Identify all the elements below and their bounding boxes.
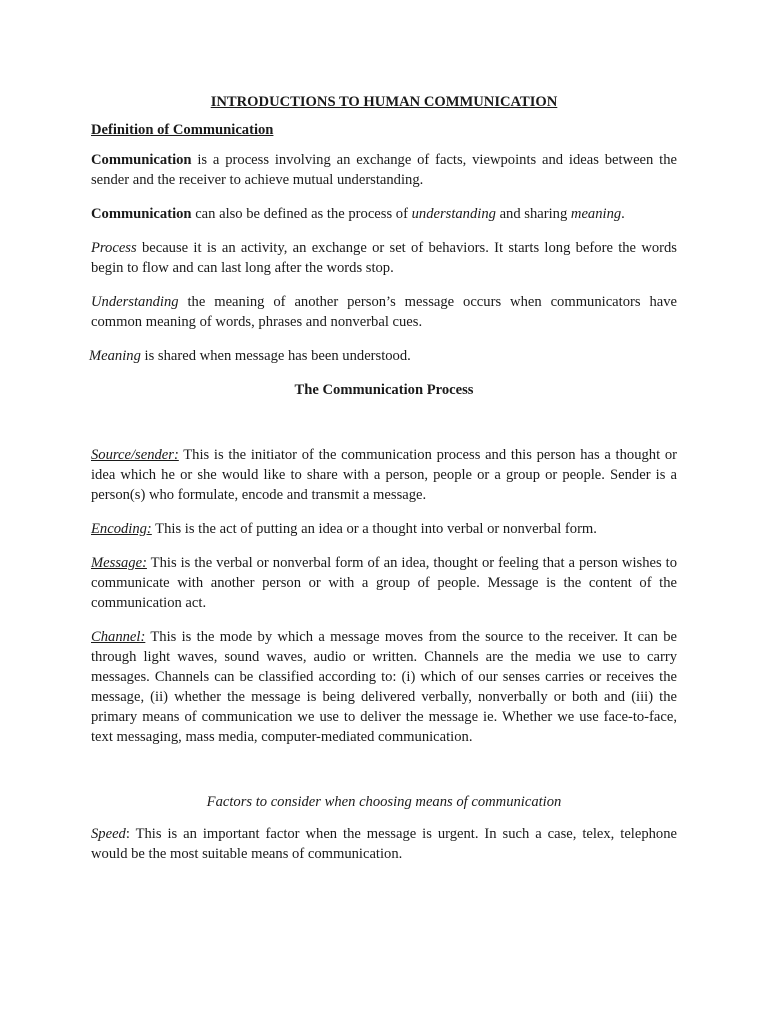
paragraph-meaning — [89, 346, 677, 366]
term-communication: Communication — [91, 152, 192, 168]
paragraph-source-sender — [91, 445, 677, 505]
paragraph-text: This is the mode by which a message moves from the source to the receiver. It can be through light waves, sound waves, audio or written. Channels are the media we use to carry messages. Channels can be classified according to: (i) which of our senses carries or receives the message, (ii) whether the message is being delivered verbally, nonverbally or both and (iii) the primary means of communication we use to deliver the message ie. Whether we use face-to-face, text messaging, mass media, computer-mediated communication. — [91, 629, 677, 745]
paragraph-understanding — [91, 292, 677, 332]
paragraph-text: . — [621, 206, 625, 222]
paragraph-speed — [91, 824, 677, 864]
document-title: INTRODUCTIONS TO HUMAN COMMUNICATION — [210, 94, 558, 110]
paragraph-text: and sharing — [495, 206, 571, 222]
paragraph-text: This is the verbal or nonverbal form of an idea, thought or feeling that a person wishes to communicate with another person or with a group of people. Message is the content of the communication act. — [91, 555, 677, 611]
term-source-sender: Source/sender: — [91, 447, 179, 463]
term-speed: Speed — [91, 826, 126, 842]
term-message: Message: — [91, 555, 147, 571]
factors-heading: Factors to consider when choosing means of communication — [206, 794, 562, 810]
paragraph-text: is shared when message has been understood. — [140, 348, 411, 364]
emphasis-understanding: understanding — [411, 206, 496, 222]
term-channel: Channel: — [91, 629, 146, 645]
definition-heading: Definition of Communication — [91, 122, 274, 138]
paragraph-text: the meaning of another person’s message occurs when communicators have common meaning of words, phrases and nonverbal cues. — [91, 294, 677, 330]
document-page — [91, 92, 677, 878]
paragraph-channel — [91, 627, 677, 747]
paragraph-text: is a process involving an exchange of facts, viewpoints and ideas between the sender and the receiver to achieve mutual understanding. — [91, 152, 677, 188]
paragraph-text: because it is an activity, an exchange or set of behaviors. It starts long before the words begin to flow and can last long after the words stop. — [91, 240, 677, 276]
term-meaning: Meaning — [89, 348, 141, 364]
term-encoding: Encoding: — [91, 521, 152, 537]
emphasis-meaning: meaning — [570, 206, 622, 222]
paragraph-encoding — [91, 519, 677, 539]
term-process: Process — [91, 240, 137, 256]
process-heading: The Communication Process — [294, 382, 474, 398]
term-understanding: Understanding — [91, 294, 179, 310]
paragraph-text: This is the act of putting an idea or a thought into verbal or nonverbal form. — [151, 521, 597, 537]
term-communication: Communication — [91, 206, 192, 222]
paragraph-message — [91, 553, 677, 613]
paragraph-communication-definition — [91, 150, 677, 190]
paragraph-text: can also be defined as the process of — [191, 206, 412, 222]
paragraph-text: : This is an important factor when the message is urgent. In such a case, telex, telephone would be the most suitable means of communication. — [91, 826, 677, 862]
paragraph-text: This is the initiator of the communication process and this person has a thought or idea which he or she would like to share with a person, people or a group or people. Sender is a person(s) who formulate, encode and transmit a message. — [91, 447, 677, 503]
paragraph-process — [91, 238, 677, 278]
paragraph-communication-alt-definition — [91, 204, 677, 224]
